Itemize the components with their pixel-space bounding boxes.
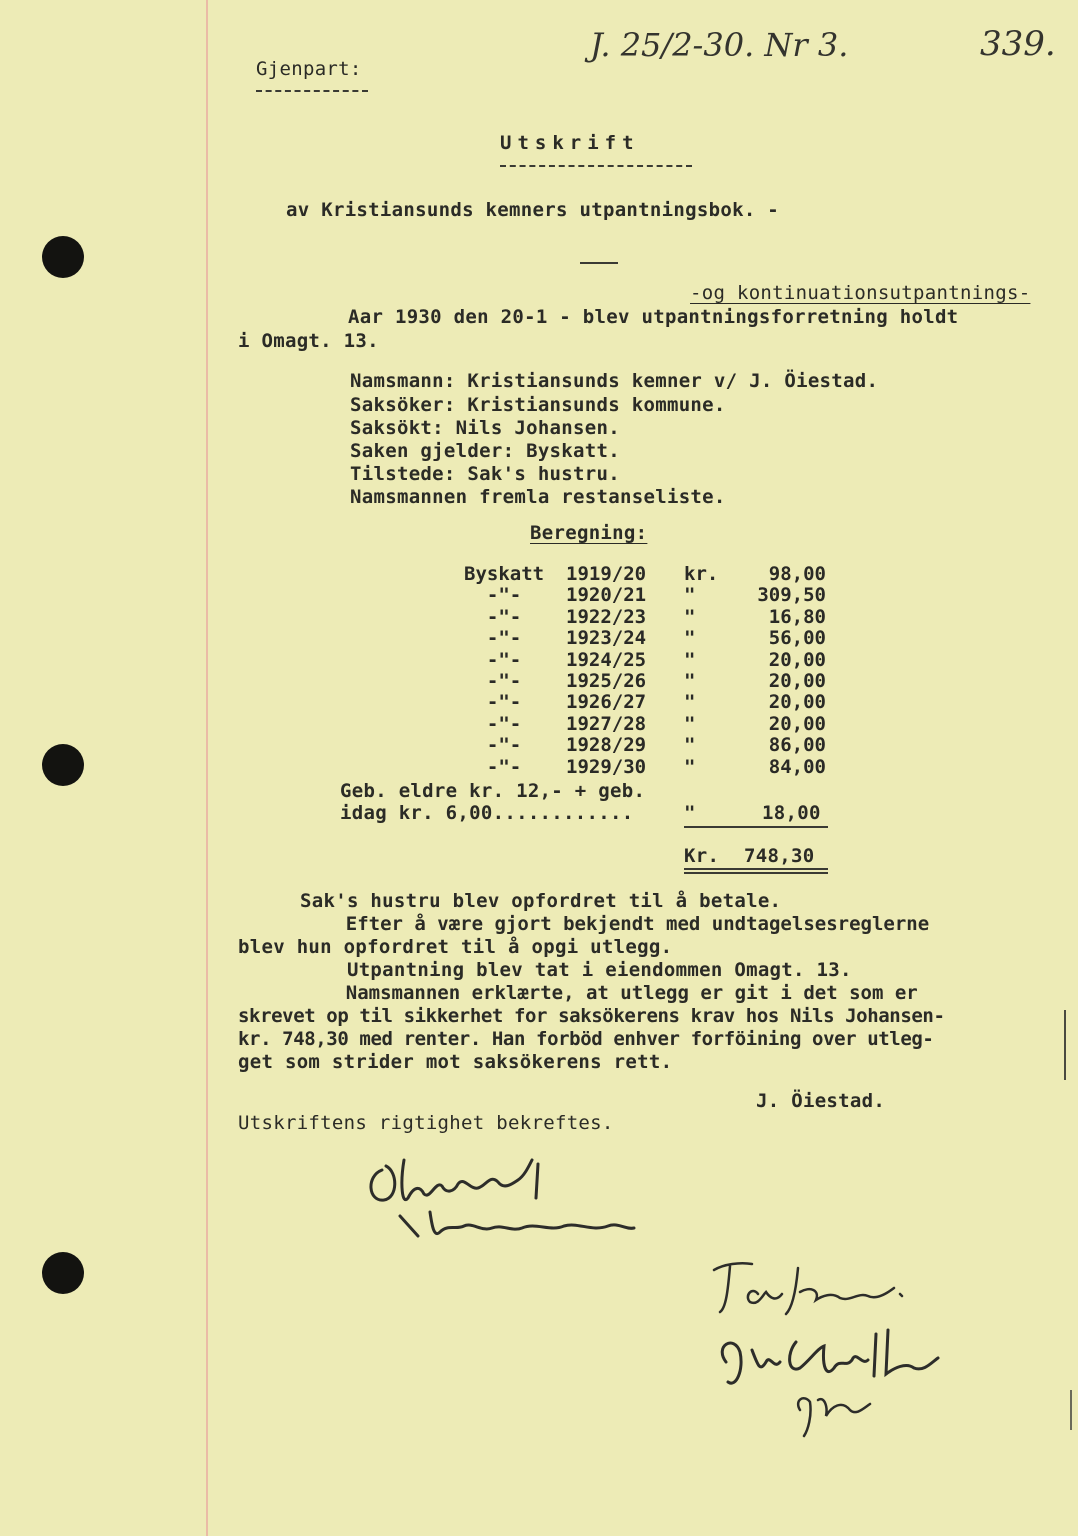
separator — [580, 262, 618, 264]
closing-line: Utpantning blev tat i eiendommen Omagt. 13. — [300, 959, 852, 981]
party-line: Saken gjelder: Byskatt. — [350, 440, 620, 462]
closing-line: get som strider mot saksökerens rett. — [238, 1051, 673, 1073]
fee-line: Geb. eldre kr. 12,- + geb. — [340, 780, 646, 802]
signed-by: J. Öiestad. — [756, 1090, 886, 1112]
party-line: Namsmannen fremla restanseliste. — [350, 486, 726, 508]
fee-line: idag kr. 6,00............ — [340, 802, 634, 824]
document-heading: Utskrift — [500, 132, 640, 154]
total-rule — [684, 868, 828, 870]
closing-line: Efter å være gjort bekjendt med undtagelsesreglerne — [300, 913, 930, 935]
margin-line — [206, 0, 208, 1536]
calc-row: -"- 1924/25 " 20,00 — [464, 648, 826, 671]
calc-table — [464, 563, 844, 777]
calc-row: Byskatt 1919/20 kr. 98,00 — [464, 563, 826, 585]
calc-heading: Beregning: — [530, 522, 648, 544]
calc-row: -"- 1928/29 " 86,00 — [464, 734, 826, 757]
calc-row: -"- 1929/30 " 84,00 — [464, 755, 826, 778]
punch-hole — [42, 1252, 84, 1294]
closing-line: kr. 748,30 med renter. Han forböd enhver forföining over utleg- — [238, 1028, 934, 1050]
calc-row: -"- 1927/28 " 20,00 — [464, 712, 826, 735]
party-line: Saksöker: Kristiansunds kommune. — [350, 394, 726, 416]
signature-kemner — [360, 1140, 660, 1250]
heading-underline — [500, 165, 692, 167]
calc-row: -"- 1922/23 " 16,80 — [464, 605, 826, 628]
party-line: Tilstede: Sak's hustru. — [350, 463, 620, 485]
calc-row: -"- 1926/27 " 20,00 — [464, 691, 826, 714]
total-amount: 748,30 — [744, 845, 815, 867]
total-currency: Kr. — [684, 845, 720, 867]
intro-line: Aar 1930 den 20-1 - blev utpantningsforretning holdt — [348, 306, 959, 328]
document-subtitle: av Kristiansunds kemners utpantningsbok. - — [286, 199, 780, 221]
intro-line: i Omagt. 13. — [238, 330, 379, 352]
closing-line: blev hun opfordret til å opgi utlegg. — [238, 936, 673, 958]
calc-row: -"- 1923/24 " 56,00 — [464, 627, 826, 650]
punch-hole — [42, 236, 84, 278]
fee-currency: " — [684, 802, 696, 824]
copy-label-underline — [256, 90, 368, 92]
closing-line: Sak's hustru blev opfordret til å betale. — [300, 890, 782, 912]
edge-mark — [1064, 1010, 1066, 1080]
sum-rule — [684, 826, 828, 828]
calc-row: -"- 1925/26 " 20,00 — [464, 669, 826, 692]
insert-note: -og kontinuationsutpantnings- — [690, 282, 1031, 304]
page-number: 339. — [980, 24, 1056, 64]
party-line: Namsmann: Kristiansunds kemner v/ J. Öiestad. — [350, 370, 879, 392]
party-line: Saksökt: Nils Johansen. — [350, 417, 620, 439]
edge-mark — [1070, 1390, 1072, 1430]
fee-amount: 18,00 — [762, 802, 821, 824]
total-rule — [684, 872, 828, 874]
closing-line: Namsmannen erklærte, at utlegg er git i det som er — [300, 982, 918, 1004]
signature-clerk — [700, 1250, 960, 1450]
handwritten-reference: J. 25/2-30. Nr 3. — [590, 26, 849, 64]
calc-row: -"- 1920/21 " 309,50 — [464, 584, 826, 607]
copy-label: Gjenpart: — [256, 58, 362, 80]
punch-hole — [42, 744, 84, 786]
certification: Utskriftens rigtighet bekreftes. — [238, 1112, 614, 1134]
closing-line: skrevet op til sikkerhet for saksökerens krav hos Nils Johansen- — [238, 1005, 945, 1027]
